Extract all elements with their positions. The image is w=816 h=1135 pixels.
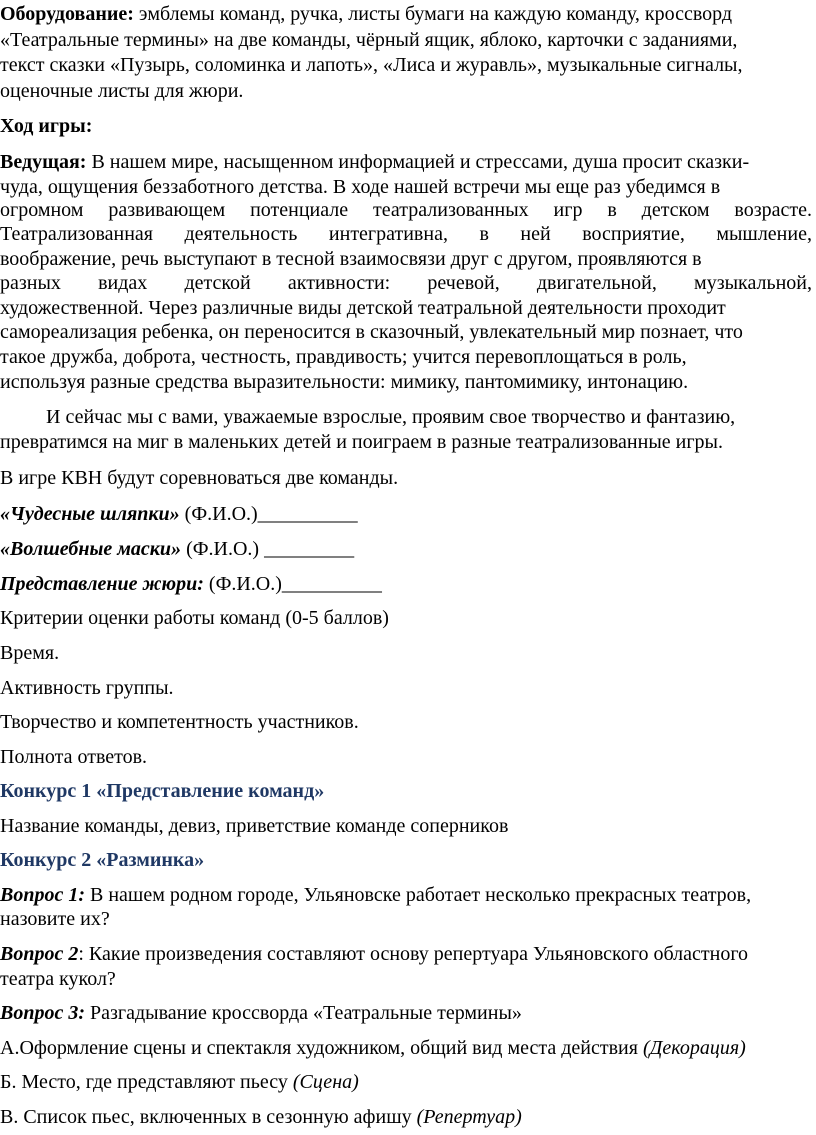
host-word: речевой, xyxy=(427,272,500,294)
host-word: потенциале xyxy=(250,199,349,221)
host-line-2: чуда, ощущения беззаботного детства. В ходе нашей встречи мы еще раз убедимся в xyxy=(0,176,721,198)
question-3 xyxy=(0,1001,522,1026)
game-flow-title: Ход игры: xyxy=(0,115,93,137)
invite-line-1: И сейчас мы с вами, уважаемые взрослые, проявим свое творчество и фантазию, xyxy=(46,406,736,428)
crossword-answer: (Сцена) xyxy=(292,1071,359,1093)
criteria-item: Полнота ответов. xyxy=(0,746,148,768)
host-word: двигательной, xyxy=(536,272,657,294)
contest-1-text: Название команды, девиз, приветствие команде соперников xyxy=(0,815,509,837)
host-word: игр xyxy=(553,199,583,221)
question-1-line-2: назовите их? xyxy=(0,908,110,930)
jury-label: Представление жюри: xyxy=(0,573,204,595)
host-word: возрасте. xyxy=(734,199,812,221)
crossword-answer: (Декорация) xyxy=(642,1037,746,1059)
equipment-line-1 xyxy=(0,2,732,27)
question-3-text: Разгадывание кроссворда «Театральные термины» xyxy=(85,1002,522,1024)
criteria-item: Активность группы. xyxy=(0,677,174,699)
crossword-clue: А.Оформление сцены и спектакля художником, общий вид места действия xyxy=(0,1037,643,1059)
kvn-intro: В игре КВН будут соревноваться две команды. xyxy=(0,467,399,489)
question-1-line-1 xyxy=(0,883,751,908)
crossword-answer: (Репертуар) xyxy=(416,1106,522,1128)
contest-2-title: Конкурс 2 «Разминка» xyxy=(0,849,205,871)
team-1-suffix: (Ф.И.О.)__________ xyxy=(179,503,358,525)
host-word: активности: xyxy=(287,272,391,294)
host-word: в xyxy=(479,223,489,245)
question-1-label: Вопрос 1: xyxy=(0,884,85,906)
host-word: восприятие, xyxy=(582,223,685,245)
host-word: Театрализованная xyxy=(0,223,153,245)
invite-line-2: превратимся на миг в маленьких детей и поиграем в разные театрализованные игры. xyxy=(0,431,723,453)
team-1 xyxy=(0,502,358,527)
question-2-text: : Какие произведения составляют основу репертуара Ульяновского областного xyxy=(78,943,749,965)
contest-1-title: Конкурс 1 «Представление команд» xyxy=(0,780,325,802)
host-word: детском xyxy=(641,199,710,221)
host-text-1: В нашем мире, насыщенном информацией и стрессами, душа просит сказки- xyxy=(86,151,750,173)
host-word: детской xyxy=(184,272,251,294)
host-line-1 xyxy=(0,150,749,175)
criteria-item: Творчество и компетентность участников. xyxy=(0,711,359,733)
jury-suffix: (Ф.И.О.)__________ xyxy=(203,573,382,595)
host-word: интегративна, xyxy=(328,223,448,245)
host-label: Ведущая: xyxy=(0,151,87,173)
jury xyxy=(0,572,382,597)
crossword-item-a xyxy=(0,1036,746,1061)
crossword-clue: Б. Место, где представляют пьесу xyxy=(0,1071,293,1093)
question-2-label: Вопрос 2 xyxy=(0,943,79,965)
question-1-text: В нашем родном городе, Ульяновске работает несколько прекрасных театров, xyxy=(85,884,752,906)
equipment-line-2: «Театральные термины» на две команды, чёрный ящик, яблоко, карточки с заданиями, xyxy=(0,29,738,51)
crossword-clue: В. Список пьес, включенных в сезонную афишу xyxy=(0,1106,417,1128)
team-2 xyxy=(0,537,354,562)
host-word: развивающем xyxy=(108,199,226,221)
host-word: огромном xyxy=(0,199,84,221)
crossword-item-b xyxy=(0,1070,359,1095)
question-2-line-2: театра кукол? xyxy=(0,968,116,990)
host-word: деятельность xyxy=(184,223,298,245)
host-word: музыкальной, xyxy=(694,272,812,294)
team-2-name: «Волшебные маски» xyxy=(0,538,182,560)
host-word: разных xyxy=(0,272,61,294)
question-2-line-1 xyxy=(0,942,748,967)
crossword-item-c xyxy=(0,1105,522,1130)
host-line-7: художественной. Через различные виды детской театральной деятельности проходит xyxy=(0,297,726,319)
host-line-6 xyxy=(0,271,812,296)
host-word: театрализованных xyxy=(373,199,529,221)
host-line-10: используя разные средства выразительности: мимику, пантомимику, интонацию. xyxy=(0,371,689,393)
host-line-4 xyxy=(0,222,812,247)
host-word: мышление, xyxy=(716,223,812,245)
team-2-suffix: (Ф.И.О.) _________ xyxy=(181,538,355,560)
host-line-3 xyxy=(0,198,812,223)
question-3-label: Вопрос 3: xyxy=(0,1002,85,1024)
equipment-text-1: эмблемы команд, ручка, листы бумаги на каждую команду, кроссворд xyxy=(133,3,733,25)
host-word: в xyxy=(607,199,617,221)
equipment-label: Оборудование: xyxy=(0,3,134,25)
criteria-title: Критерии оценки работы команд (0-5 баллов) xyxy=(0,607,389,629)
equipment-line-4: оценочные листы для жюри. xyxy=(0,80,244,102)
host-word: ней xyxy=(520,223,551,245)
criteria-item: Время. xyxy=(0,642,60,664)
host-word: видах xyxy=(98,272,148,294)
host-line-9: такое дружба, доброта, честность, правдивость; учится перевоплощаться в роль, xyxy=(0,346,687,368)
host-line-8: самореализация ребенка, он переносится в сказочный, увлекательный мир познает, что xyxy=(0,321,743,343)
team-1-name: «Чудесные шляпки» xyxy=(0,503,180,525)
host-line-5: воображение, речь выступают в тесной взаимосвязи друг с другом, проявляются в xyxy=(0,248,702,270)
equipment-line-3: текст сказки «Пузырь, соломинка и лапоть», «Лиса и журавль», музыкальные сигналы, xyxy=(0,54,743,76)
